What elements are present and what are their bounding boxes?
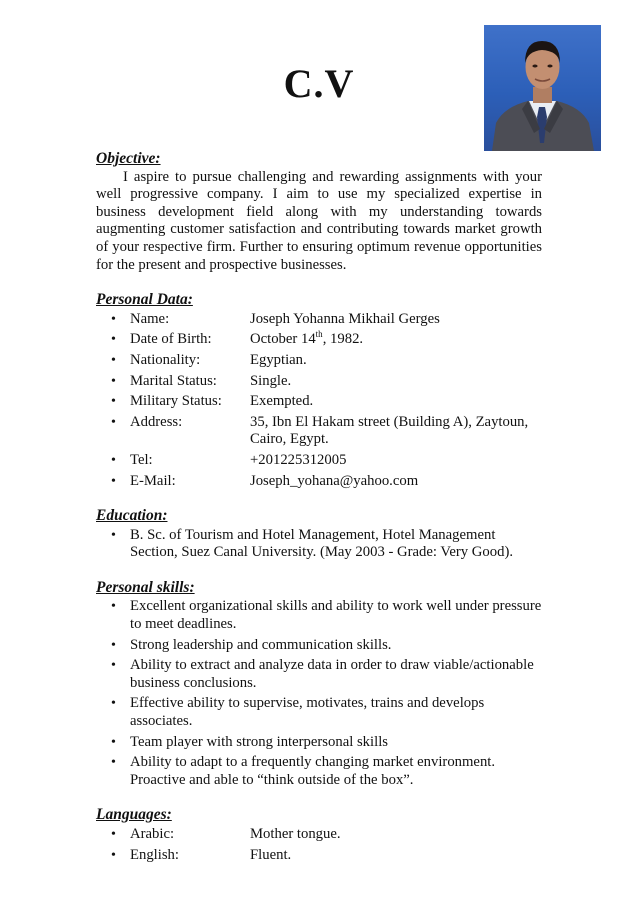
- skill-item: Ability to adapt to a frequently changing market environment. Proactive and able to “think outside of the box”.: [130, 754, 496, 788]
- bullet: •: [111, 527, 116, 543]
- address-line-1: 35, Ibn El Hakam street (Building A), Zaytoun,: [250, 413, 529, 430]
- education-list: [96, 527, 542, 562]
- address-value: [250, 414, 542, 449]
- address-line-2: Cairo, Egypt.: [250, 431, 329, 448]
- list-item: [96, 373, 542, 391]
- name-label: Name:: [130, 310, 170, 327]
- dob-ordinal: th: [315, 329, 323, 340]
- bullet: •: [111, 734, 116, 750]
- skill-item: Ability to extract and analyze data in order to draw viable/actionable business conclusions.: [130, 657, 534, 691]
- email-label: E-Mail:: [130, 472, 176, 489]
- bullet: •: [111, 394, 116, 410]
- list-item: [96, 414, 542, 449]
- dob-value: [250, 331, 542, 349]
- bullet: •: [111, 599, 116, 615]
- list-item: [96, 311, 542, 329]
- list-item: [96, 473, 542, 491]
- education-heading: Education:: [96, 507, 168, 525]
- military-label: Military Status:: [130, 393, 222, 410]
- education-section: [96, 507, 542, 562]
- arabic-value: Mother tongue.: [250, 826, 341, 842]
- bullet: •: [111, 311, 116, 327]
- skill-item: Team player with strong interpersonal skills: [130, 733, 388, 750]
- bullet: •: [111, 332, 116, 348]
- list-item: [96, 452, 542, 470]
- bullet: •: [111, 847, 116, 863]
- dob-text: October 14: [250, 331, 316, 348]
- bullet: •: [111, 637, 116, 653]
- arabic-label: Arabic:: [130, 826, 175, 842]
- skill-item: Excellent organizational skills and ability to work well under pressure to meet deadlines.: [130, 598, 542, 633]
- objective-text: I aspire to pursue challenging and rewarding assignments with your well progressive company. I aim to use my specialized expertise in business development field along with my understanding towards augmenting customer satisfaction and contributing towards market growth of your respective firm. Further to ensuring optimum revenue opportunities for the present and prospective businesses.: [96, 168, 542, 273]
- list-item: [96, 734, 542, 752]
- list-item: [96, 754, 542, 789]
- bullet: •: [111, 352, 116, 368]
- skills-section: [96, 579, 542, 790]
- marital-value: Single.: [250, 372, 292, 389]
- list-item: [96, 657, 542, 692]
- languages-heading: Languages:: [96, 806, 172, 824]
- bullet: •: [111, 473, 116, 489]
- personal-data-heading: Personal Data:: [96, 291, 193, 309]
- education-item: B. Sc. of Tourism and Hotel Management, Hotel Management Section, Suez Canal University. (May 2003 - Grade: Very Good).: [130, 526, 514, 561]
- list-item: [96, 331, 542, 349]
- bullet: •: [111, 658, 116, 674]
- bullet: •: [111, 755, 116, 771]
- bullet: •: [111, 696, 116, 712]
- name-value: Joseph Yohanna Mikhail Gerges: [250, 310, 440, 327]
- bullet: •: [111, 373, 116, 389]
- english-label: English:: [130, 846, 179, 863]
- list-item: [96, 695, 542, 730]
- skill-item: Effective ability to supervise, motivates, trains and develops associates.: [130, 695, 485, 730]
- cv-title: C.V: [283, 61, 355, 106]
- marital-label: Marital Status:: [130, 372, 217, 389]
- objective-heading: Objective:: [96, 150, 161, 167]
- dob-label: Date of Birth:: [130, 331, 212, 348]
- nationality-value: Egyptian.: [250, 351, 307, 368]
- personal-data-list: [96, 311, 542, 490]
- military-value: Exempted.: [250, 393, 314, 410]
- list-item: [96, 826, 542, 844]
- nationality-label: Nationality:: [130, 351, 201, 368]
- tel-value: +201225312005: [250, 451, 347, 468]
- list-item: [96, 393, 542, 411]
- bullet: •: [111, 414, 116, 430]
- skill-item: Strong leadership and communication skills.: [130, 636, 392, 653]
- english-value: Fluent.: [250, 846, 292, 863]
- list-item: [96, 637, 542, 655]
- objective-section: [96, 150, 542, 274]
- list-item: [96, 352, 542, 370]
- email-value: Joseph_yohana@yahoo.com: [250, 472, 419, 489]
- bullet: •: [111, 827, 116, 842]
- list-item: [96, 598, 542, 633]
- list-item: [96, 527, 542, 562]
- languages-section: [96, 806, 542, 864]
- cv-content: [96, 150, 542, 867]
- address-label: Address:: [130, 413, 183, 430]
- dob-year: , 1982.: [322, 331, 364, 348]
- tel-label: Tel:: [130, 451, 153, 468]
- bullet: •: [111, 452, 116, 468]
- list-item: [96, 847, 542, 865]
- languages-list: [96, 826, 542, 864]
- personal-data-section: [96, 291, 542, 490]
- skills-heading: Personal skills:: [96, 578, 195, 596]
- skills-list: [96, 598, 542, 789]
